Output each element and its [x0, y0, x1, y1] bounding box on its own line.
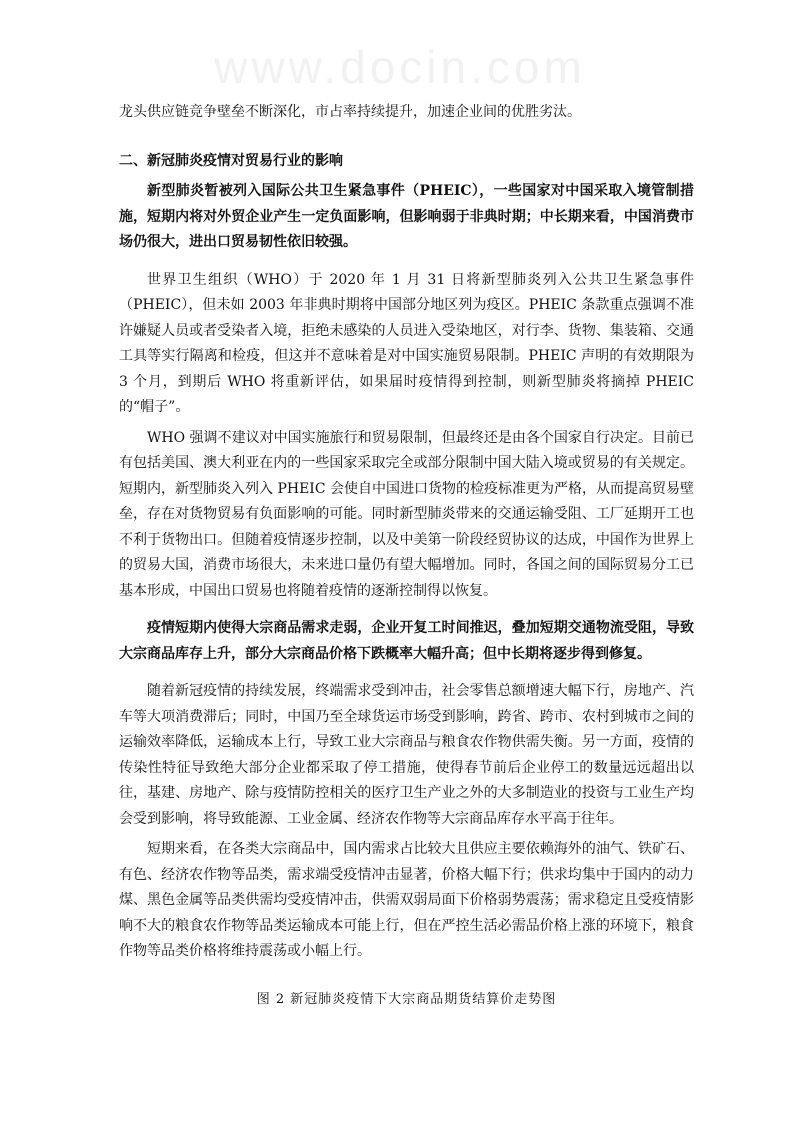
bold-summary-paragraph-2: 疫情短期内使得大宗商品需求走弱，企业开复工时间推迟，叠加短期交通物流受阻，导致大宗商品库存上升，部分大宗商品价格下跌概率大幅升高；但中长期将逐步得到修复。 [119, 620, 694, 662]
body-paragraph-short-term: 短期来看，在各类大宗商品中，国内需求占比较大且供应主要依赖海外的油气、铁矿石、有色、经济农作物等品类，需求端受疫情冲击显著，价格大幅下行；供求均集中于国内的动力煤、黑色金属等品类供需均受疫情冲击，供需双弱局面下价格弱势震荡；需求稳定且受疫情影响不大的粮食农作物等品类运输成本可能上行，但在严控生活必需品价格上涨的环境下，粮食作物等品类价格将维持震荡或小幅上行。 [119, 841, 694, 959]
body-paragraph-demand: 随着新冠疫情的持续发展，终端需求受到冲击，社会零售总额增速大幅下行，房地产、汽车等大项消费滞后；同时，中国乃至全球货运市场受到影响，跨省、跨市、农村到城市之间的运输效率降低，运输成本上行，导致工业大宗商品与粮食农作物供需失衡。另一方面，疫情的传染性特征导致绝大部分企业都采取了停工措施，使得春节前后企业停工的数量远远超出以往，基建、房地产、除与疫情防控相关的医疗卫生产业之外的大多制造业的投资与工业生产均会受到影响，将导致能源、工业金属、经济农作物等大宗商品库存水平高于往年。 [119, 683, 694, 827]
document-body [119, 100, 694, 1012]
section-heading: 二、新冠肺炎疫情对贸易行业的影响 [119, 152, 343, 169]
body-paragraph-trade-restrictions: WHO 强调不建议对中国实施旅行和贸易限制，但最终还是由各个国家自行决定。目前已有包括美国、澳大利亚在内的一些国家采取完全或部分限制中国大陆入境或贸易的有关规定。短期内，新型肺炎入列入 PHEIC 会使自中国进口货物的检疫标准更为严格，从而提高贸易壁垒，存在对货物贸易有负面影响的可能。同时新型肺炎带来的交通运输受阻、工厂延期开工也不利于货物出口。但随着疫情逐步控制，以及中美第一阶段经贸协议的达成，中国作为世界上的贸易大国，消费市场很大，未来进口量仍有望大幅增加。同时，各国之间的国际贸易分工已基本形成，中国出口贸易也将随着疫情的逐渐控制得以恢复。 [119, 429, 694, 599]
bold-summary-paragraph-1: 新型肺炎暂被列入国际公共卫生紧急事件（PHEIC），一些国家对中国采取入境管制措施，短期内将对外贸企业产生一定负面影响，但影响弱于非典时期；中长期来看，中国消费市场仍很大，进出口贸易韧性依旧较强。 [119, 183, 694, 250]
paragraph-continuation: 龙头供应链竞争壁垒不断深化，市占率持续提升，加速企业间的优胜劣汰。 [119, 104, 581, 120]
figure-caption: 图 2 新冠肺炎疫情下大宗商品期货结算价走势图 [256, 991, 557, 1007]
watermark: www.docin.com [214, 41, 586, 93]
body-paragraph-who: 世界卫生组织（WHO）于 2020 年 1 月 31 日将新型肺炎列入公共卫生紧急事件（PHEIC），但未如 2003 年非典时期将中国部分地区列为疫区。PHEIC 条款重点强调不准许嫌疑人员或者受染者入境，拒绝未感染的人员进入受染地区，对行李、货物、集装箱、交通工具等实行隔离和检疫，但这并不意味着是对中国实施贸易限制。PHEIC 声明的有效期限为 3 个月，到期后 WHO 将重新评估，如果届时疫情得到控制，则新型肺炎将摘掉 PHEIC 的“帽子”。 [119, 271, 694, 415]
